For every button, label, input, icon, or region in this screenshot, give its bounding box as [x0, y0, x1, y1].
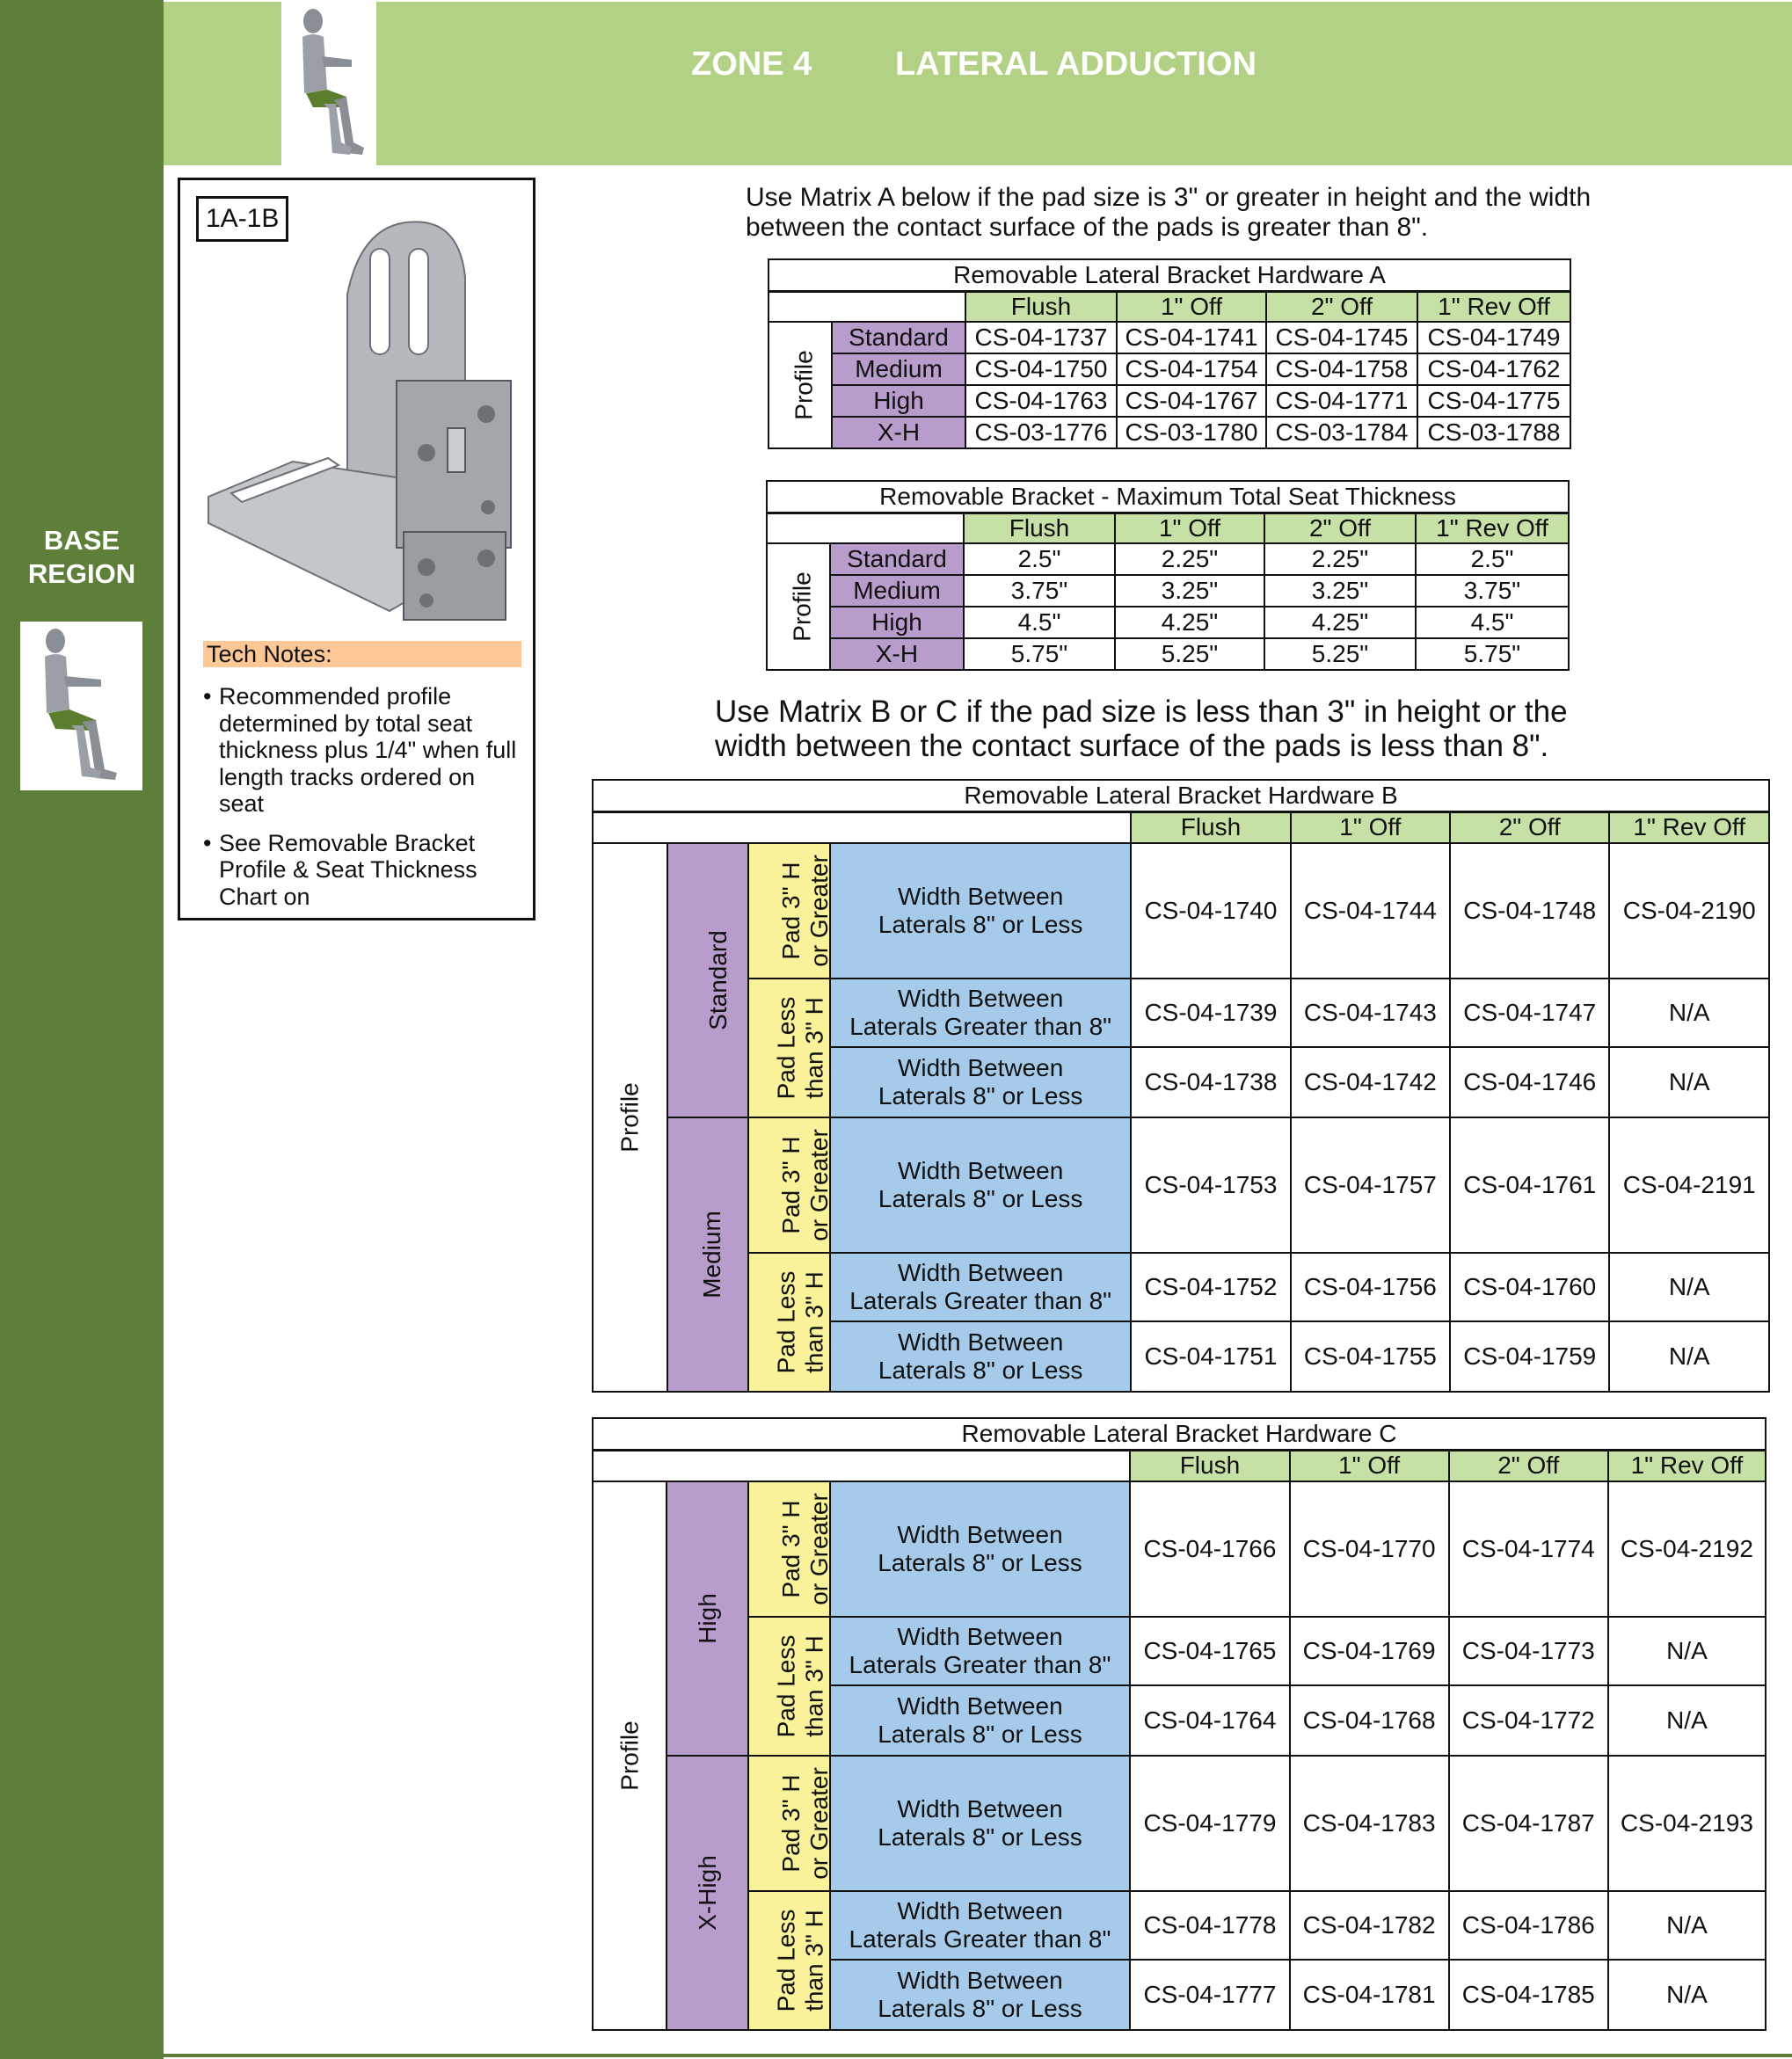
col-header: Flush — [965, 291, 1117, 322]
part-number: CS-04-2193 — [1608, 1756, 1766, 1891]
thickness-value: 3.75" — [964, 575, 1115, 607]
pad-size-cell — [748, 1891, 830, 2030]
pad-label-line: than 3" H — [800, 1910, 828, 2012]
width-label-line: Width Between — [897, 1897, 1063, 1924]
pad-label-line: Pad Less — [772, 1270, 800, 1374]
part-number: CS-04-1760 — [1450, 1253, 1609, 1321]
part-number: CS-04-1785 — [1449, 1960, 1608, 2030]
thickness-value: 4.5" — [1416, 607, 1569, 638]
part-number: CS-04-1771 — [1266, 385, 1417, 417]
blank-cell — [767, 513, 964, 543]
width-label-line: Laterals 8" or Less — [878, 1721, 1082, 1748]
part-number: CS-04-1742 — [1291, 1047, 1450, 1117]
width-label-line: Laterals 8" or Less — [878, 1549, 1082, 1576]
width-label-line: Laterals Greater than 8" — [849, 1013, 1112, 1040]
row-label: X-H — [832, 417, 965, 448]
pad-size-cell — [748, 1253, 830, 1392]
pad-size-cell — [748, 1481, 833, 1617]
thickness-value: 4.5" — [964, 607, 1115, 638]
part-number: CS-04-1766 — [1130, 1481, 1289, 1617]
part-number: CS-04-1787 — [1449, 1756, 1608, 1891]
part-number: CS-04-1778 — [1130, 1891, 1289, 1960]
pad-label-line: than 3" H — [800, 997, 828, 1099]
part-panel — [178, 178, 535, 920]
tech-note-text: See Removable Bracket Profile & Seat Thickness Chart on — [219, 829, 477, 910]
part-number: CS-04-2190 — [1609, 843, 1769, 979]
pad-label-line: Pad 3" H — [777, 862, 805, 960]
part-number: CS-04-1738 — [1131, 1047, 1290, 1117]
pad-label-line: Pad 3" H — [776, 1774, 805, 1873]
thickness-value: 4.25" — [1115, 607, 1264, 638]
part-number: CS-04-1752 — [1131, 1253, 1290, 1321]
part-number: CS-04-1757 — [1291, 1117, 1450, 1253]
part-number: CS-04-1772 — [1449, 1685, 1608, 1756]
tech-note: • Recommended profile determined by total seat thickness plus 1/4" when full length tracks ordered on seat — [203, 683, 517, 817]
width-label-line: Laterals 8" or Less — [878, 1357, 1083, 1384]
tech-notes-title: Tech Notes: — [203, 641, 521, 667]
region-label-line2: REGION — [27, 558, 136, 589]
col-header: 1" Off — [1291, 811, 1450, 843]
thickness-value: 5.25" — [1115, 638, 1264, 670]
profile-label-cell — [593, 843, 667, 1392]
width-cell — [830, 1756, 1131, 1891]
part-number: CS-04-1758 — [1266, 353, 1417, 385]
part-number: CS-04-1764 — [1130, 1685, 1289, 1756]
col-header: Flush — [1130, 1450, 1289, 1481]
pad-label-line: or Greater — [805, 855, 834, 967]
thickness-value: 3.75" — [1416, 575, 1569, 607]
pad-label-line: than 3" H — [800, 1635, 828, 1737]
part-number: CS-04-1781 — [1290, 1960, 1449, 2030]
row-label: Medium — [832, 353, 965, 385]
matrix-a-instructions: Use Matrix A below if the pad size is 3" or greater in height and the width between the contact surface of the pads is greater than 8". — [746, 183, 1592, 242]
pad-label-line: Pad Less — [772, 1909, 800, 2012]
page-title: LATERAL ADDUCTION — [895, 46, 1257, 83]
part-number: CS-04-1755 — [1291, 1321, 1450, 1392]
matrix-b-table — [592, 779, 1770, 1393]
width-label-line: Width Between — [897, 1623, 1063, 1650]
thickness-title: Removable Bracket - Maximum Total Seat Thickness — [767, 481, 1569, 513]
width-label-line: Width Between — [897, 1328, 1064, 1356]
width-cell — [830, 1047, 1131, 1117]
profile-group-label: High — [693, 1593, 721, 1644]
thickness-value: 2.25" — [1264, 543, 1416, 575]
part-number: CS-04-1745 — [1266, 322, 1417, 353]
width-cell — [830, 1617, 1131, 1685]
part-number: CS-03-1788 — [1417, 417, 1570, 448]
part-number: CS-04-1770 — [1290, 1481, 1449, 1617]
col-header: 2" Off — [1450, 811, 1609, 843]
width-label-line: Laterals 8" or Less — [878, 1082, 1083, 1110]
row-label: Medium — [830, 575, 964, 607]
col-header: 1" Off — [1290, 1450, 1449, 1481]
blank-cell — [593, 1450, 1130, 1481]
part-number: CS-04-1775 — [1417, 385, 1570, 417]
width-label-line: Laterals Greater than 8" — [849, 1651, 1111, 1678]
part-number: CS-04-1747 — [1450, 979, 1609, 1047]
thickness-value: 3.25" — [1115, 575, 1264, 607]
profile-group-cell — [667, 1756, 748, 2030]
matrix-a-table — [768, 258, 1571, 449]
col-header: 1" Rev Off — [1608, 1450, 1766, 1481]
width-label-line: Width Between — [897, 1795, 1063, 1823]
part-number: CS-04-1744 — [1291, 843, 1450, 979]
thickness-value: 4.25" — [1264, 607, 1416, 638]
part-number: CS-04-1754 — [1117, 353, 1266, 385]
profile-group-cell — [667, 1117, 749, 1392]
pad-label-line: than 3" H — [800, 1271, 828, 1373]
profile-label: Profile — [616, 1721, 644, 1791]
pad-label-line: Pad Less — [772, 996, 800, 1100]
part-number: CS-04-1769 — [1290, 1617, 1449, 1685]
width-label-line: Width Between — [897, 1157, 1064, 1184]
part-number: CS-04-1767 — [1117, 385, 1266, 417]
matrix-c-table — [592, 1417, 1767, 2031]
seated-person-icon — [281, 2, 376, 165]
part-number: CS-04-1763 — [965, 385, 1117, 417]
header-banner — [164, 2, 1792, 165]
part-number: CS-04-1750 — [965, 353, 1117, 385]
profile-group-cell — [667, 843, 749, 1117]
width-label-line: Width Between — [897, 1967, 1063, 1994]
width-cell — [830, 1960, 1131, 2030]
part-number: CS-04-1759 — [1450, 1321, 1609, 1392]
part-label: 1A-1B — [196, 196, 288, 242]
thickness-value: 5.25" — [1264, 638, 1416, 670]
part-number: CS-04-1743 — [1291, 979, 1450, 1047]
part-number: N/A — [1608, 1617, 1766, 1685]
pad-size-cell — [748, 1756, 833, 1891]
width-cell — [830, 1481, 1131, 1617]
matrix-c-title: Removable Lateral Bracket Hardware C — [593, 1418, 1766, 1450]
width-label-line: Laterals 8" or Less — [878, 1995, 1082, 2022]
row-label: High — [832, 385, 965, 417]
width-label-line: Laterals 8" or Less — [878, 1185, 1083, 1212]
width-label-line: Width Between — [897, 1692, 1063, 1720]
part-number: CS-04-1777 — [1130, 1960, 1289, 2030]
tech-notes-list — [203, 683, 520, 922]
part-number: CS-04-1783 — [1290, 1756, 1449, 1891]
part-number: CS-04-1737 — [965, 322, 1117, 353]
col-header: 1" Rev Off — [1416, 513, 1569, 543]
row-label: Standard — [832, 322, 965, 353]
width-label-line: Width Between — [897, 985, 1064, 1012]
part-number: CS-03-1784 — [1266, 417, 1417, 448]
width-cell — [830, 1321, 1131, 1392]
part-number: N/A — [1608, 1960, 1766, 2030]
profile-label-cell — [593, 1481, 667, 2030]
blank-cell — [593, 811, 1131, 843]
col-header: 2" Off — [1266, 291, 1417, 322]
tech-note: • See Removable Bracket Profile & Seat Thickness Chart on — [203, 829, 477, 910]
tech-note-text: Recommended profile determined by total seat thickness plus 1/4" when full length tracks ordered on seat — [219, 683, 517, 817]
width-cell — [830, 843, 1131, 979]
part-number: CS-04-1779 — [1130, 1756, 1289, 1891]
part-number: CS-04-1739 — [1131, 979, 1290, 1047]
pad-label-line: or Greater — [805, 1129, 834, 1241]
row-label: Standard — [830, 543, 964, 575]
part-number: N/A — [1609, 1253, 1769, 1321]
part-number: N/A — [1609, 1321, 1769, 1392]
profile-group-cell — [667, 1481, 748, 1756]
part-number: CS-04-1746 — [1450, 1047, 1609, 1117]
col-header: 2" Off — [1449, 1450, 1608, 1481]
part-number: CS-04-2191 — [1609, 1117, 1769, 1253]
part-number: CS-04-1768 — [1290, 1685, 1449, 1756]
part-number: CS-04-2192 — [1608, 1481, 1766, 1617]
matrix-a-title: Removable Lateral Bracket Hardware A — [769, 259, 1570, 291]
part-number: CS-04-1765 — [1130, 1617, 1289, 1685]
thickness-value: 2.5" — [964, 543, 1115, 575]
col-header: 1" Rev Off — [1609, 811, 1769, 843]
part-number: CS-04-1756 — [1291, 1253, 1450, 1321]
col-header: 1" Off — [1117, 291, 1266, 322]
width-label-line: Laterals 8" or Less — [878, 911, 1083, 938]
region-label — [0, 524, 164, 591]
pad-label-line: or Greater — [805, 1493, 833, 1605]
width-cell — [830, 979, 1131, 1047]
profile-group-label: Medium — [697, 1211, 725, 1299]
matrix-bc-instructions: Use Matrix B or C if the pad size is less than 3" in height or the width between the contact surface of the pads is less than 8". — [715, 695, 1568, 763]
col-header: Flush — [1131, 811, 1290, 843]
thickness-value: 2.5" — [1416, 543, 1569, 575]
col-header: 1" Off — [1115, 513, 1264, 543]
part-number: CS-04-1749 — [1417, 322, 1570, 353]
part-number: N/A — [1608, 1685, 1766, 1756]
pad-label-line: Pad Less — [772, 1634, 800, 1738]
seat-thickness-table — [766, 480, 1570, 671]
width-label-line: Width Between — [897, 1054, 1064, 1081]
pad-size-cell — [748, 843, 834, 979]
left-sidebar — [0, 0, 164, 2059]
col-header: 1" Rev Off — [1417, 291, 1570, 322]
lateral-bracket-image — [196, 198, 520, 637]
width-cell — [830, 1253, 1131, 1321]
thickness-value: 5.75" — [1416, 638, 1569, 670]
col-header: Flush — [964, 513, 1115, 543]
pad-size-cell — [748, 1117, 834, 1253]
part-number: CS-03-1780 — [1117, 417, 1266, 448]
part-number: CS-04-1773 — [1449, 1617, 1608, 1685]
width-label-line: Width Between — [897, 883, 1064, 910]
profile-group-label: Standard — [703, 930, 732, 1030]
part-number: CS-04-1748 — [1450, 843, 1609, 979]
part-number: CS-04-1753 — [1131, 1117, 1290, 1253]
part-number: CS-04-1761 — [1450, 1117, 1609, 1253]
width-label-line: Laterals Greater than 8" — [849, 1925, 1111, 1953]
pad-size-cell — [748, 1617, 830, 1756]
thickness-value: 3.25" — [1264, 575, 1416, 607]
pad-label-line: Pad 3" H — [776, 1500, 805, 1598]
zone-number: ZONE 4 — [691, 46, 812, 83]
profile-group-label: X-High — [693, 1855, 721, 1931]
width-label-line: Width Between — [897, 1259, 1064, 1286]
profile-label: Profile — [616, 1082, 644, 1153]
pad-label-line: Pad 3" H — [777, 1136, 805, 1234]
thickness-value: 2.25" — [1115, 543, 1264, 575]
row-label: X-H — [830, 638, 964, 670]
part-number: CS-04-1762 — [1417, 353, 1570, 385]
part-number: CS-04-1741 — [1117, 322, 1266, 353]
width-label-line: Width Between — [897, 1521, 1063, 1548]
part-number: N/A — [1608, 1891, 1766, 1960]
part-number: CS-03-1776 — [965, 417, 1117, 448]
region-label-line1: BASE — [43, 525, 120, 556]
part-number: CS-04-1751 — [1131, 1321, 1290, 1392]
part-number: N/A — [1609, 979, 1769, 1047]
width-label-line: Laterals Greater than 8" — [849, 1287, 1112, 1314]
pad-size-cell — [748, 979, 830, 1117]
part-number: CS-04-1740 — [1131, 843, 1290, 979]
blank-cell — [769, 291, 965, 322]
row-label: High — [830, 607, 964, 638]
col-header: 2" Off — [1264, 513, 1416, 543]
width-cell — [830, 1685, 1131, 1756]
profile-label: Profile — [788, 571, 816, 642]
profile-label-cell — [769, 322, 832, 448]
seated-person-icon — [20, 622, 142, 790]
part-number: N/A — [1609, 1047, 1769, 1117]
profile-label: Profile — [790, 349, 818, 420]
matrix-b-title: Removable Lateral Bracket Hardware B — [593, 780, 1769, 811]
pad-label-line: or Greater — [805, 1767, 833, 1880]
bottom-rule — [164, 2054, 1792, 2057]
thickness-value: 5.75" — [964, 638, 1115, 670]
part-number: CS-04-1774 — [1449, 1481, 1608, 1617]
profile-label-cell — [767, 543, 830, 670]
part-number: CS-04-1786 — [1449, 1891, 1608, 1960]
part-number: CS-04-1782 — [1290, 1891, 1449, 1960]
width-cell — [830, 1117, 1131, 1253]
width-cell — [830, 1891, 1131, 1960]
width-label-line: Laterals 8" or Less — [878, 1823, 1082, 1851]
